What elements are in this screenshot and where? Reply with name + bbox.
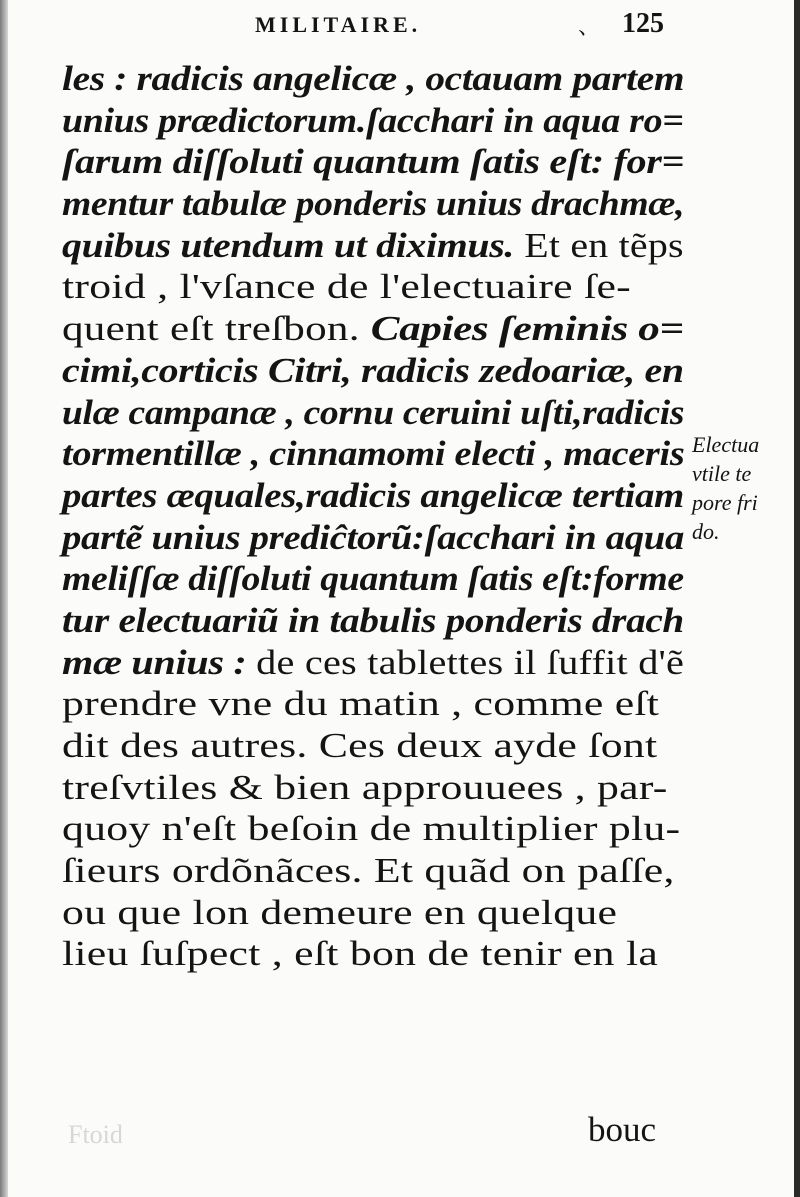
text-segment: dit des autres. Ces deux ayde ſont [62,726,658,765]
text-segment: treſvtiles & bien approuuees , par- [62,767,668,807]
bleed-through-text: Ftoid [68,1120,123,1149]
page-right-edge [794,0,800,1197]
text-segment: ſieurs ordõnãces. Et quãd on paſſe, [62,851,675,891]
text-line [62,141,779,183]
running-title: MILITAIRE. [255,12,422,37]
text-line [62,725,800,767]
marginal-note-line: Electua [692,432,760,457]
text-line [62,433,746,475]
text-segment: lieu ſuſpect , eſt bon de tenir en la [62,934,659,974]
text-line [62,558,736,600]
text-line [62,58,765,100]
marginal-note [692,430,800,546]
text-segment: tormentillæ , cinnamomi electi , maceris [62,434,685,474]
text-line [62,933,800,975]
text-line [62,517,754,559]
text-line [62,308,800,350]
text-segment: meliſſæ diſſoluti quantum ſatis eſt:forme [62,559,684,599]
marginal-note-line: pore fri [692,490,758,515]
text-line [62,392,732,434]
text-line [62,600,762,642]
body-text [62,58,687,975]
text-segment: tur electuariũ in tabulis ponderis drach [62,600,684,640]
text-segment: prendre vne du matin , comme eſt [62,684,660,724]
text-segment: cimi,corticis Citri, radicis zedoariæ, en [62,350,684,390]
text-line [62,475,756,517]
catchword: bouc [588,1110,657,1149]
text-line [62,183,733,225]
text-line [62,808,800,850]
text-segment: mentur tabulæ ponderis unius drachmæ, [62,184,685,224]
text-line [62,350,775,392]
text-segment: mæ unius : [62,642,257,682]
text-line [62,266,800,308]
text-line [62,850,800,892]
page-left-edge [0,0,8,1197]
text-segment: ou que lon demeure en quelque [62,892,618,932]
text-line [62,225,774,267]
text-segment: quibus utendum ut diximus. [62,225,515,265]
text-segment: Capies ſeminis o= [370,309,684,349]
marginal-note-line: vtile te [692,461,752,486]
text-line [62,767,800,809]
text-line [62,892,800,934]
text-segment: partes æquales,radicis angelicæ tertiam [62,475,684,515]
text-segment: radicis angelicæ , octauam partem [136,59,685,98]
page-number: 125 [622,8,664,39]
marginal-note-line: do. [692,519,720,544]
text-line [62,100,739,142]
text-segment: unius prædictorum.ſacchari in aqua ro= [62,100,684,140]
header-mark: 、 [578,14,601,39]
text-line [62,683,800,725]
text-segment: partẽ unius prediĉtorũ:ſacchari in aqua [62,517,684,557]
text-segment: ſarum diſſoluti quantum ſatis eſt: for= [62,142,685,182]
text-segment: de ces tablettes il ſuffit d'ẽ [256,642,685,682]
text-segment: quent eſt treſbon. [62,309,371,349]
text-segment: les : [62,59,137,98]
text-segment: troid , l'vſance de l'electuaire ſe- [62,267,631,307]
text-segment: quoy n'eſt beſoin de multiplier plu- [62,809,681,849]
text-segment: ulæ campanæ , cornu ceruini uſti,radicis [62,392,685,432]
text-line [62,642,781,684]
text-segment: Et en tẽps [514,225,684,265]
page-header [0,8,800,44]
